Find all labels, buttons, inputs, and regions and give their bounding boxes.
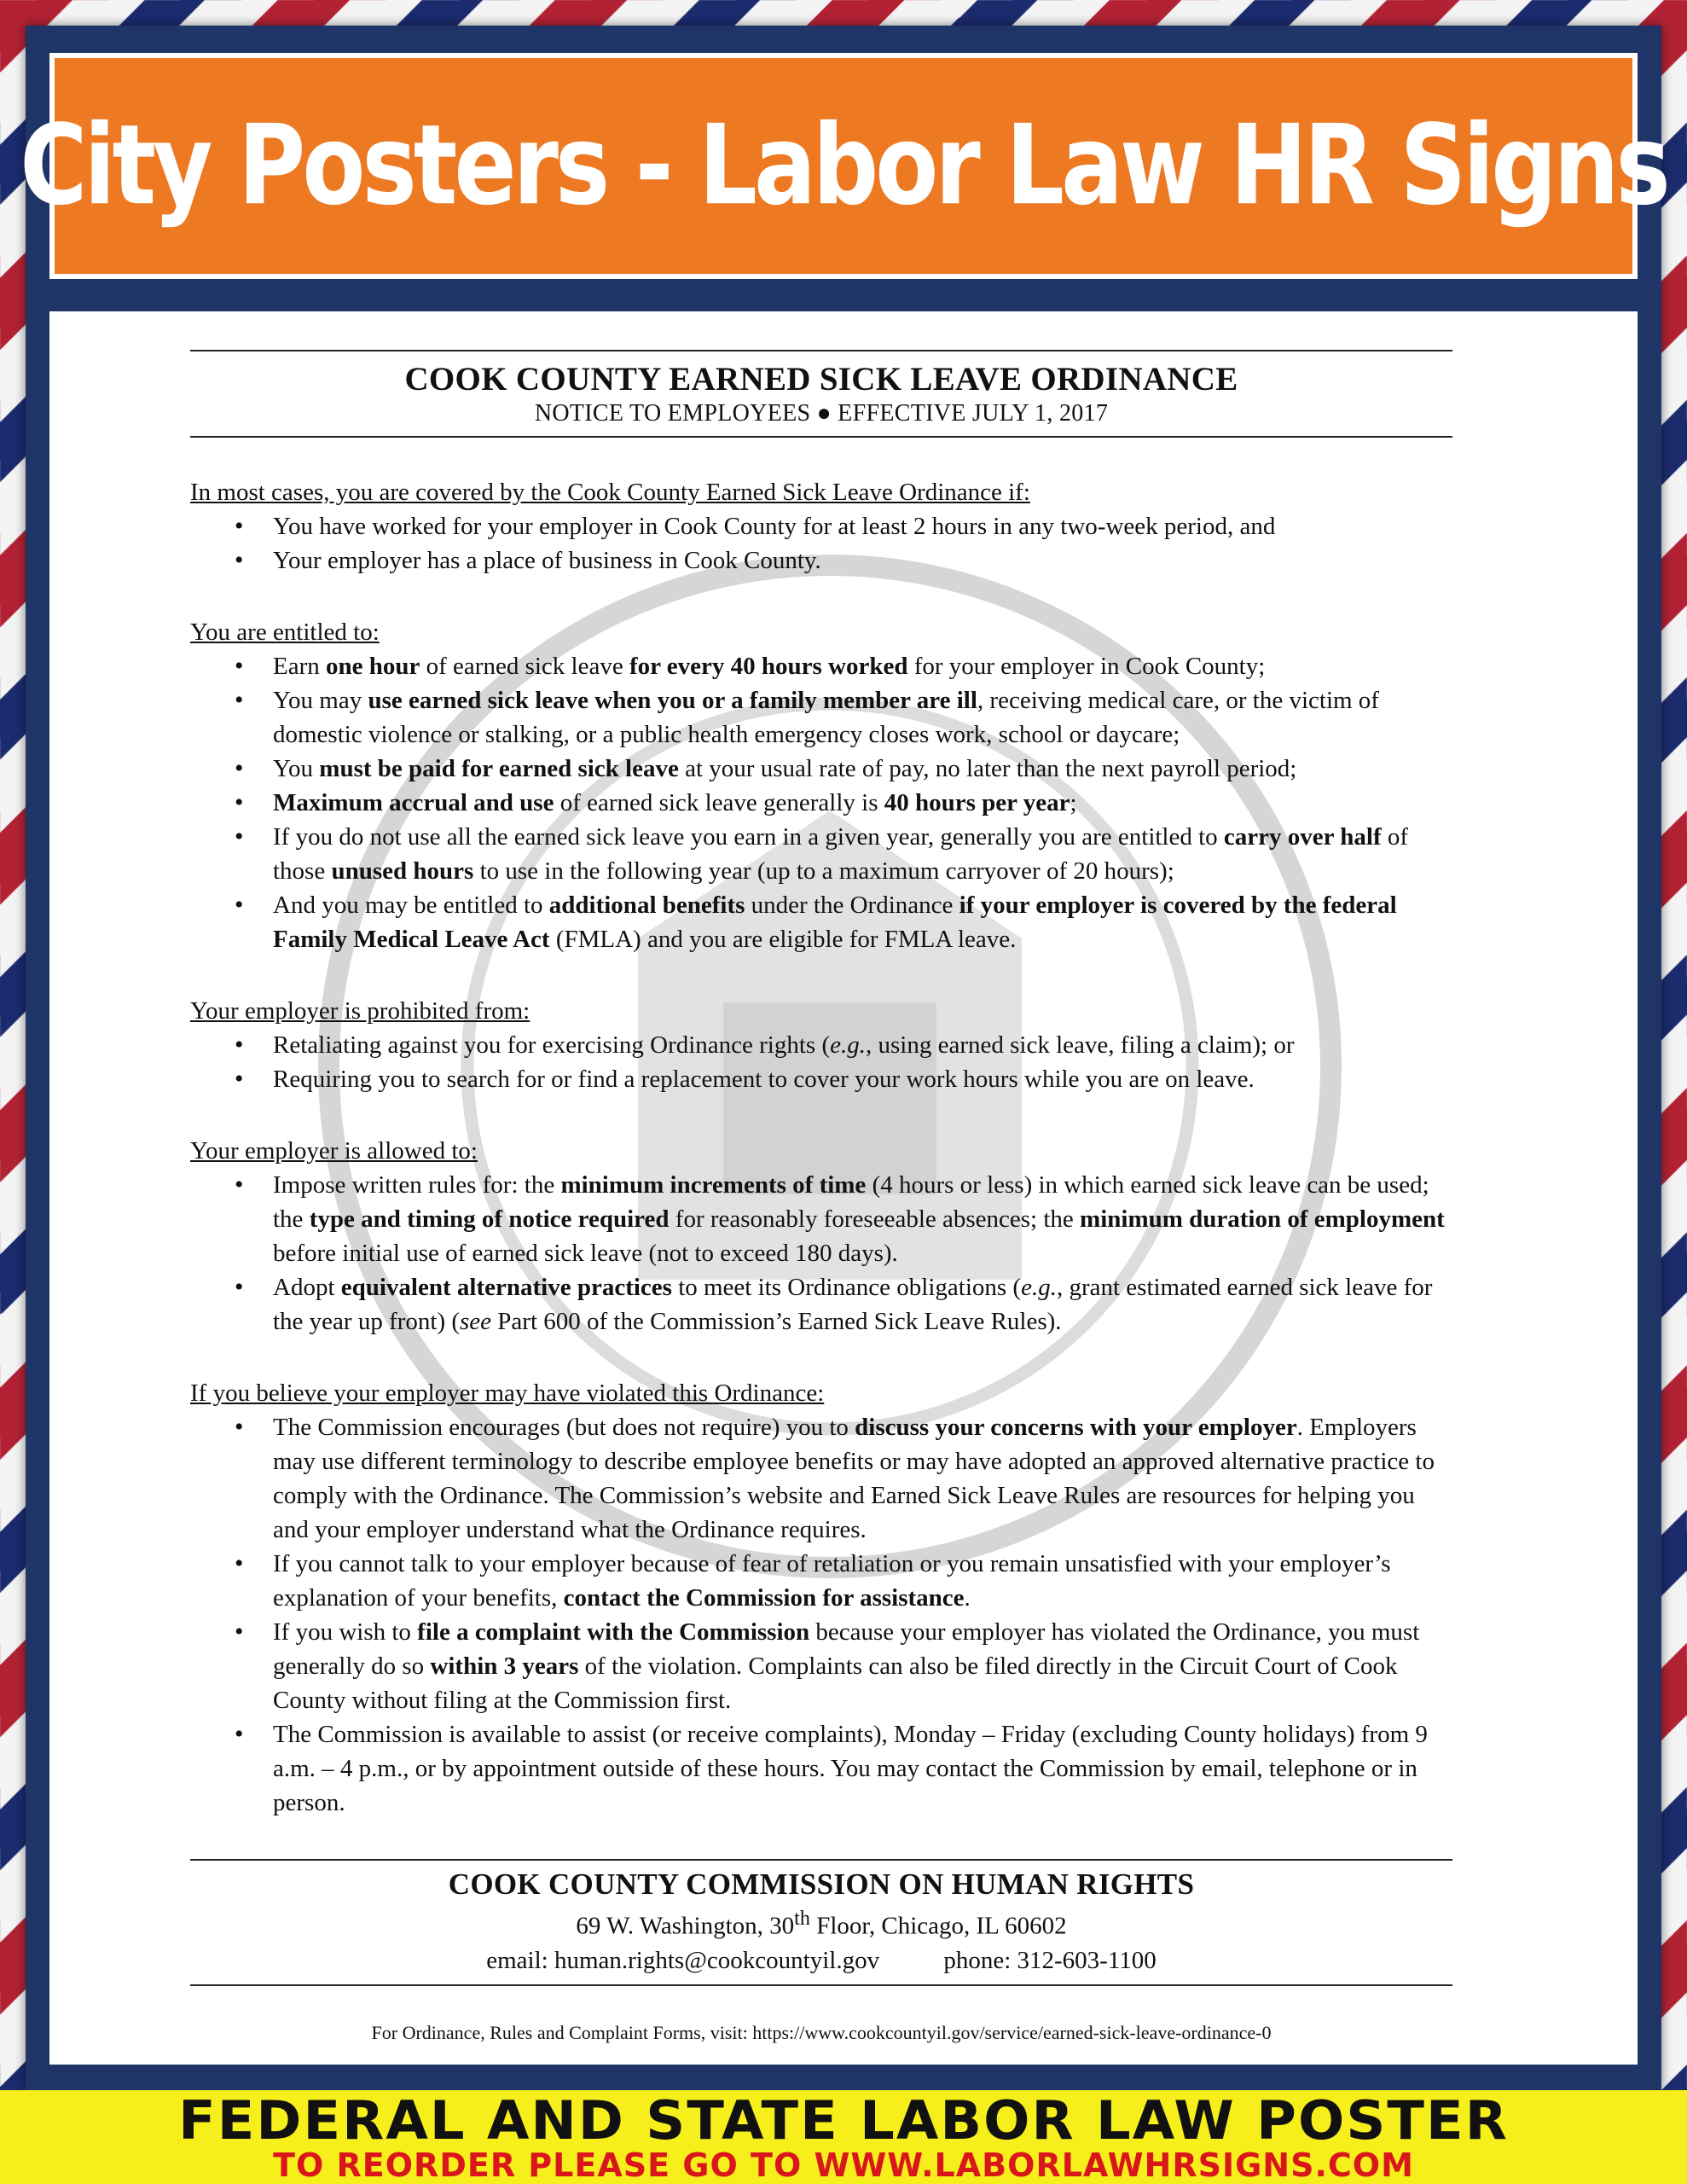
top-rule [190,350,1452,351]
reorder-bar [0,2090,1687,2184]
forms-url-note: For Ordinance, Rules and Complaint Forms, visit: https://www.cookcountyil.gov/service/earned-sick-leave-ordinance-0 [371,2021,1272,2043]
list-item: • If you wish to file a complaint with the Commission because your employer has violated the Ordinance, you must generally do so within 3 years of the violation. Complaints can also be filed directly in the Circuit Court of Cook County without filing at the Commission first. [190,1615,1452,1717]
header-banner [20,53,1667,279]
footer-bottom-rule [190,1984,1452,1986]
list-item: • The Commission is available to assist (or receive complaints), Monday – Friday (excluding County holidays) from 9 a.m. – 4 p.m., or by appointment outside of these hours. You may contact the Commission by email, telephone or in person. [190,1717,1452,1820]
list-item: • You may use earned sick leave when you or a family member are ill, receiving medical care, or the victim of domestic violence or stalking, or a public health emergency closes work, school or daycare; [190,683,1452,752]
section-list [190,509,1452,578]
list-item: • Retaliating against you for exercising Ordinance rights (e.g., using earned sick leave, filing a claim); or [190,1028,1452,1062]
list-item: • If you cannot talk to your employer because of fear of retaliation or you remain unsatisfied with your employer’s explanation of your benefits, contact the Commission for assistance. [190,1547,1452,1615]
notice-title: COOK COUNTY EARNED SICK LEAVE ORDINANCE [404,361,1238,398]
commission-email: email: human.rights@cookcountyil.gov [486,1946,880,1974]
notice-section [190,1134,1452,1339]
list-item: • Requiring you to search for or find a replacement to cover your work hours while you are on leave. [190,1062,1452,1096]
notice-section [190,1376,1452,1820]
list-item: • The Commission encourages (but does not require) you to discuss your concerns with your employer. Employers may use different terminology to describe employee benefits or may have adopted an approved alternative practice to comply with the Ordinance. The Commission’s website and Earned Sick Leave Rules are resources for helping you and your employer understand what the Ordinance requires. [190,1410,1452,1547]
commission-name: COOK COUNTY COMMISSION ON HUMAN RIGHTS [448,1867,1195,1901]
list-item: • You must be paid for earned sick leave at your usual rate of pay, no later than the next payroll period; [190,752,1452,786]
section-heading: Your employer is prohibited from: [190,997,530,1025]
notice-subtitle: NOTICE TO EMPLOYEES ● EFFECTIVE JULY 1, 2017 [534,400,1109,427]
section-list [190,1410,1452,1820]
commission-phone: phone: 312-603-1100 [943,1946,1157,1974]
reorder-title: FEDERAL AND STATE LABOR LAW POSTER [178,2089,1509,2152]
commission-contact [190,1943,1452,1978]
list-item: • Earn one hour of earned sick leave for every 40 hours worked for your employer in Cook County; [190,649,1452,683]
section-heading: In most cases, you are covered by the Cook County Earned Sick Leave Ordinance if: [190,479,1030,506]
banner-title: City Posters - Labor Law HR Signs [20,102,1667,230]
list-item: • You have worked for your employer in Cook County for at least 2 hours in any two-week period, and [190,509,1452,543]
notice-content [190,350,1452,2044]
list-item: • Adopt equivalent alternative practices to meet its Ordinance obligations (e.g., grant estimated earned sick leave for the year up front) (see Part 600 of the Commission’s Earned Sick Leave Rules). [190,1270,1452,1339]
notice-sections [190,475,1452,1820]
section-list [190,1168,1452,1339]
title-rule [190,436,1452,438]
section-heading: You are entitled to: [190,619,380,646]
section-list [190,649,1452,956]
section-list [190,1028,1452,1096]
reorder-url: TO REORDER PLEASE GO TO WWW.LABORLAWHRSIGNS.COM [273,2146,1414,2184]
notice-section [190,475,1452,578]
section-heading: If you believe your employer may have violated this Ordinance: [190,1380,825,1407]
section-heading: Your employer is allowed to: [190,1137,478,1165]
list-item: • Your employer has a place of business in Cook County. [190,543,1452,578]
notice-section [190,994,1452,1096]
list-item: • Impose written rules for: the minimum increments of time (4 hours or less) in which earned sick leave can be used; the type and timing of notice required for reasonably foreseeable absences; the minimum duration of employment before initial use of earned sick leave (not to exceed 180 days). [190,1168,1452,1270]
commission-footer [190,1859,1452,1986]
list-item: • If you do not use all the earned sick leave you earn in a given year, generally you are entitled to carry over half of those unused hours to use in the following year (up to a maximum carryover of 20 hours); [190,820,1452,888]
commission-address: 69 W. Washington, 30th Floor, Chicago, IL 60602 [576,1907,1067,1940]
list-item: • And you may be entitled to additional benefits under the Ordinance if your employer is covered by the federal Family Medical Leave Act (FMLA) and you are eligible for FMLA leave. [190,888,1452,956]
notice-section [190,615,1452,956]
notice-paper [49,311,1638,2065]
footer-top-rule [190,1859,1452,1861]
list-item: • Maximum accrual and use of earned sick leave generally is 40 hours per year; [190,786,1452,820]
